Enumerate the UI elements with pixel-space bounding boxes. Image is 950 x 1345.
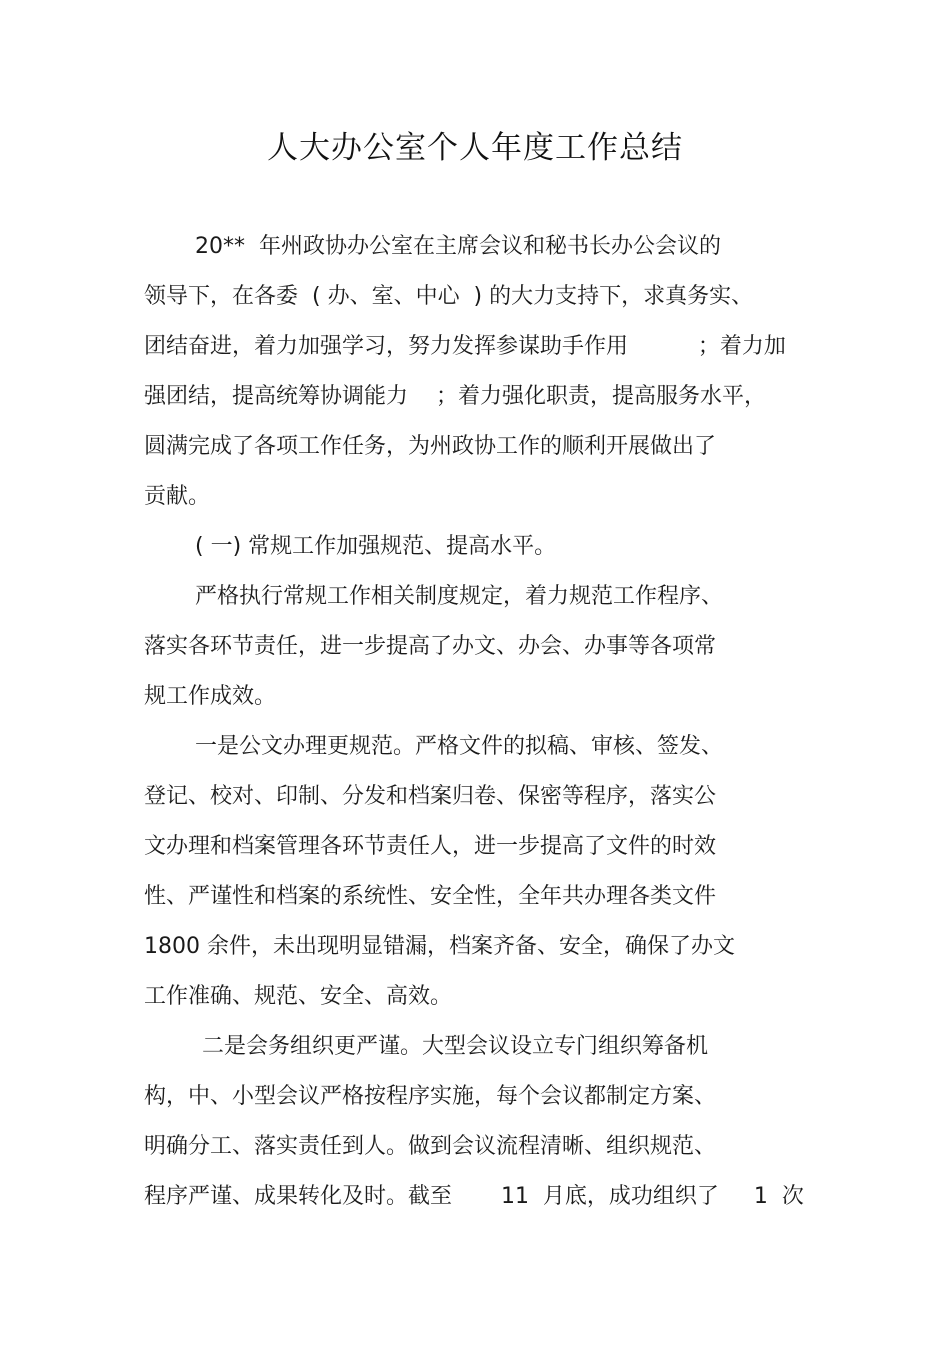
paragraph-line: 20** 年州政协办公室在主席会议和秘书长办公会议的 [195,234,721,259]
paragraph-line: 规工作成效。 [144,684,277,709]
paragraph-line: 构，中、小型会议严格按程序实施，每个会议都制定方案、 [144,1084,717,1109]
paragraph-line: 工作准确、规范、安全、高效。 [144,984,453,1009]
document-title: 人大办公室个人年度工作总结 [267,130,683,166]
paragraph-line: 一是公文办理更规范。严格文件的拟稿、审核、签发、 [195,734,724,759]
paragraph-line: 登记、校对、印制、分发和档案归卷、保密等程序，落实公 [144,784,717,809]
paragraph-line: 1800 余件，未出现明显错漏，档案齐备、安全，确保了办文 [144,934,735,959]
paragraph-line: 二是会务组织更严谨。大型会议设立专门组织筹备机 [195,1034,708,1059]
paragraph-line: 明确分工、落实责任到人。做到会议流程清晰、组织规范、 [144,1134,717,1159]
paragraph-line: 落实各环节责任，进一步提高了办文、办会、办事等各项常 [144,634,717,659]
section-heading: ( 一) 常规工作加强规范、提高水平。 [195,534,557,559]
paragraph-line: 圆满完成了各项工作任务，为州政协工作的顺利开展做出了 [144,434,717,459]
paragraph-line: 贡献。 [144,484,211,509]
paragraph-line: 领导下，在各委 ( 办、室、中心 ) 的大力支持下，求真务实、 [144,284,754,309]
paragraph-line: 文办理和档案管理各环节责任人，进一步提高了文件的时效 [144,834,717,859]
paragraph-line: 严格执行常规工作相关制度规定，着力规范工作程序、 [195,584,724,609]
paragraph-line: 团结奋进，着力加强学习，努力发挥参谋助手作用 ；着力加 [144,334,786,359]
paragraph-line: 性、严谨性和档案的系统性、安全性，全年共办理各类文件 [144,884,717,909]
paragraph-line: 强团结，提高统筹协调能力 ；着力强化职责，提高服务水平， [144,384,766,409]
paragraph-line: 程序严谨、成果转化及时。截至 11 月底，成功组织了 1 次 [144,1184,804,1209]
